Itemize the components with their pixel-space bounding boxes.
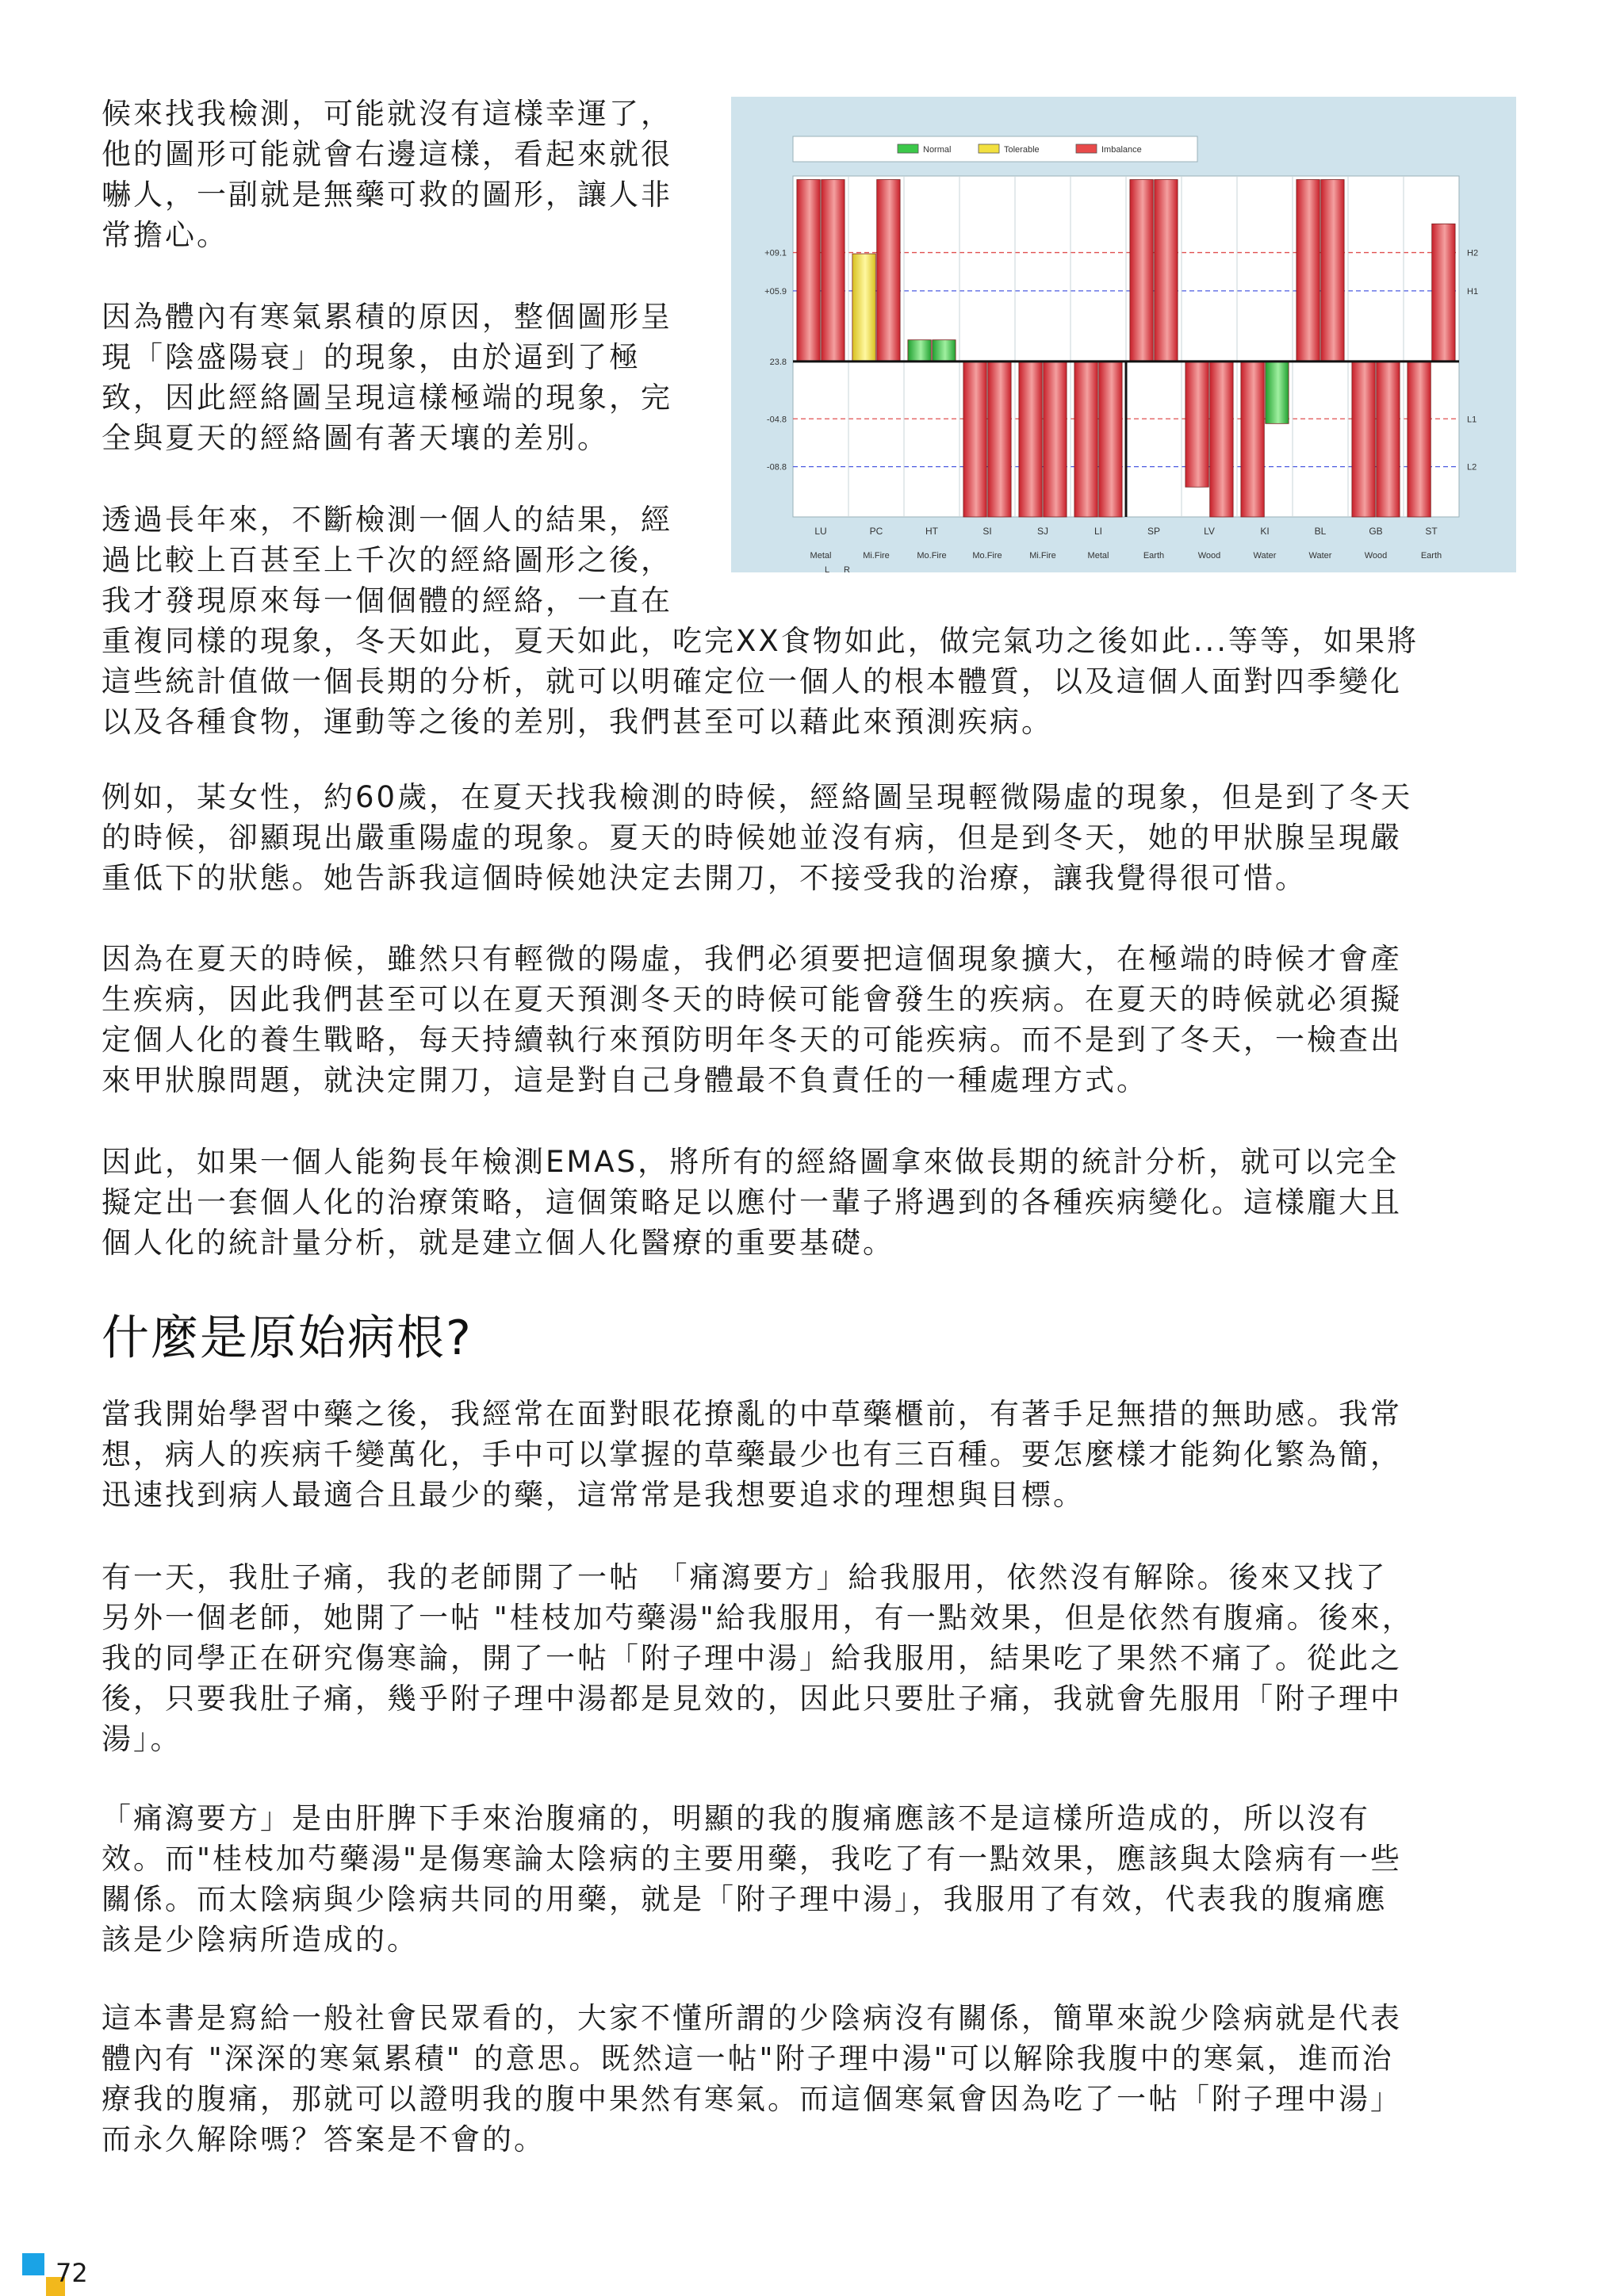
page-number: 72: [56, 2258, 88, 2288]
text-line: 致，因此經絡圖呈現這樣極端的現象，完: [102, 381, 672, 415]
group-label-si: SI: [982, 526, 992, 537]
group-label-ht: HT: [925, 526, 938, 537]
element-label-st: Earth: [1420, 551, 1442, 561]
section-paragraph-1: [102, 1394, 1529, 1515]
group-label-pc: PC: [869, 526, 883, 537]
text-line: 這本書是寫給一般社會民眾看的，大家不懂所謂的少陰病沒有關係，簡單來說少陰病就是代表: [102, 2001, 1402, 2035]
bar-ht-l: [908, 340, 931, 362]
text-line: 全與夏天的經絡圖有著天壤的差別。: [102, 421, 609, 455]
text-line: 過比較上百甚至上千次的經絡圖形之後，: [102, 543, 672, 577]
bar-sj-l: [1019, 362, 1042, 517]
text-line: 重低下的狀態。她告訴我這個時候她決定去開刀，不接受我的治療，讓我覺得很可惜。: [102, 861, 1307, 895]
element-label-lv: Wood: [1197, 551, 1221, 561]
bar-pc-l: [852, 254, 875, 362]
intro-paragraph-2: [102, 297, 736, 458]
text-line: 這些統計值做一個長期的分析，就可以明確定位一個人的根本體質，以及這個人面對四季變化: [102, 664, 1402, 698]
y-tick-label: -08.8: [766, 462, 787, 473]
section-paragraph-3: [102, 1798, 1529, 1960]
text-line: 該是少陰病所造成的。: [102, 1923, 419, 1957]
group-label-ki: KI: [1260, 526, 1270, 537]
text-line: 「痛瀉要方」是由肝脾下手來治腹痛的，明顯的我的腹痛應該不是這樣所造成的，所以沒有: [102, 1801, 1370, 1835]
bar-ki-l: [1241, 362, 1264, 517]
text-line: 重複同樣的現象，冬天如此，夏天如此，吃完XX食物如此，做完氣功之後如此...等等，如果將: [102, 624, 1419, 658]
text-line: 嚇人，一副就是無藥可救的圖形，讓人非: [102, 178, 672, 212]
group-label-st: ST: [1425, 526, 1438, 537]
element-label-bl: Water: [1308, 551, 1332, 561]
y-tick-label: +09.1: [764, 248, 787, 258]
text-line: 關係。而太陰病與少陰病共同的用藥，就是「附子理中湯」，我服用了有效，代表我的腹痛應: [102, 1882, 1388, 1916]
group-label-bl: BL: [1314, 526, 1327, 537]
text-line: 效。而"桂枝加芍藥湯"是傷寒論太陰病的主要用藥，我吃了有一點效果，應該與太陰病有一些: [102, 1842, 1403, 1876]
text-line: 候來找我檢測，可能就沒有這樣幸運了，: [102, 97, 672, 131]
side-label-right: R: [844, 565, 850, 572]
text-line: 後，只要我肚子痛，幾乎附子理中湯都是見效的，因此只要肚子痛，我就會先服用「附子理中: [102, 1682, 1402, 1716]
group-label-li: LI: [1094, 526, 1103, 537]
element-label-li: Metal: [1087, 551, 1109, 561]
side-label-left: L: [825, 565, 830, 572]
bar-si-l: [963, 362, 986, 517]
bar-sp-l: [1130, 180, 1153, 362]
text-line: 來甲狀腺問題，就決定開刀，這是對自己身體最不負責任的一種處理方式。: [102, 1063, 1148, 1097]
bar-st-l: [1408, 362, 1431, 517]
meridian-chart-svg: [731, 97, 1516, 572]
text-line: 個人化的統計量分析，就是建立個人化醫療的重要基礎。: [102, 1226, 894, 1260]
section-title: 什麼是原始病根?: [102, 1311, 473, 1366]
text-line: 以及各種食物，運動等之後的差別，我們甚至可以藉此來預測疾病。: [102, 705, 1053, 739]
text-line: 因為體內有寒氣累積的原因，整個圖形呈: [102, 300, 672, 334]
legend-swatch-normal: [898, 144, 918, 153]
text-line: 而永久解除嗎？答案是不會的。: [102, 2122, 546, 2156]
bar-bl-l: [1297, 180, 1320, 362]
text-line: 常擔心。: [102, 218, 228, 252]
element-label-pc: Mi.Fire: [863, 551, 890, 561]
element-label-ki: Water: [1253, 551, 1277, 561]
legend-swatch-tolerable: [979, 144, 999, 153]
bar-lu-l: [797, 180, 820, 362]
text-line: 擬定出一套個人化的治療策略，這個策略足以應付一輩子將遇到的各種疾病變化。這樣龐大且: [102, 1185, 1402, 1219]
page-marker-blue: [22, 2253, 44, 2275]
bar-gb-r: [1377, 362, 1400, 517]
group-label-gb: GB: [1369, 526, 1383, 537]
text-line: 我的同學正在研究傷寒論，開了一帖「附子理中湯」給我服用，結果吃了果然不痛了。從此之: [102, 1641, 1402, 1675]
text-line: 因為在夏天的時候，雖然只有輕微的陽虛，我們必須要把這個現象擴大，在極端的時候才會產: [102, 942, 1402, 976]
bar-sp-r: [1155, 180, 1178, 362]
text-line: 迅速找到病人最適合且最少的藥，這常常是我想要追求的理想與目標。: [102, 1478, 1085, 1512]
right-level-label: H2: [1467, 248, 1479, 258]
body-paragraph-3: [102, 1142, 1529, 1263]
text-line: 透過長年來，不斷檢測一個人的結果，經: [102, 503, 672, 537]
meridian-chart: [731, 97, 1516, 572]
text-line: 想，病人的疾病千變萬化，手中可以掌握的草藥最少也有三百種。要怎麼樣才能夠化繁為簡，: [102, 1437, 1402, 1471]
right-level-label: L2: [1467, 462, 1477, 473]
bar-sj-r: [1044, 362, 1067, 517]
bar-pc-r: [877, 180, 900, 362]
legend-label-tolerable: Tolerable: [1004, 145, 1040, 155]
bar-st-r: [1432, 224, 1455, 362]
y-tick-label: +05.9: [764, 286, 787, 297]
text-line: 例如，某女性，約60歲，在夏天找我檢測的時候，經絡圖呈現輕微陽虛的現象，但是到了冬天: [102, 780, 1413, 814]
bar-lv-r: [1210, 362, 1233, 517]
element-label-gb: Wood: [1364, 551, 1388, 561]
group-label-lu: LU: [814, 526, 827, 537]
text-line: 當我開始學習中藥之後，我經常在面對眼花撩亂的中草藥櫃前，有著手足無措的無助感。我常: [102, 1397, 1402, 1431]
bar-li-l: [1074, 362, 1097, 517]
element-label-si: Mo.Fire: [972, 551, 1002, 561]
legend-swatch-imbalance: [1076, 144, 1097, 153]
bar-gb-l: [1352, 362, 1375, 517]
text-line: 湯」。: [102, 1722, 182, 1756]
text-line: 定個人化的養生戰略，每天持續執行來預防明年冬天的可能疾病。而不是到了冬天，一檢查出: [102, 1023, 1402, 1057]
group-label-sp: SP: [1147, 526, 1161, 537]
text-line: 因此，如果一個人能夠長年檢測EMAS，將所有的經絡圖拿來做長期的統計分析，就可以完全: [102, 1145, 1400, 1179]
intro-paragraph-1: [102, 94, 736, 255]
text-line: 的時候，卻顯現出嚴重陽虛的現象。夏天的時候她並沒有病，但是到冬天，她的甲狀腺呈現嚴: [102, 821, 1402, 855]
legend-label-normal: Normal: [923, 145, 952, 155]
text-line: 我才發現原來每一個個體的經絡，一直在: [102, 584, 672, 618]
element-label-sj: Mi.Fire: [1029, 551, 1056, 561]
right-level-label: L1: [1467, 415, 1477, 425]
right-level-label: H1: [1467, 286, 1479, 297]
bar-ht-r: [933, 340, 956, 362]
body-paragraph-1: [102, 777, 1529, 898]
text-line: 生疾病，因此我們甚至可以在夏天預測冬天的時候可能會發生的疾病。在夏天的時候就必須擬: [102, 982, 1402, 1016]
legend-label-imbalance: Imbalance: [1101, 145, 1142, 155]
section-paragraph-2: [102, 1557, 1529, 1759]
text-line: 療我的腹痛，那就可以證明我的腹中果然有寒氣。而這個寒氣會因為吃了一帖「附子理中湯」: [102, 2082, 1402, 2116]
group-label-sj: SJ: [1036, 526, 1049, 537]
bar-ki-r: [1266, 362, 1289, 423]
bar-bl-r: [1321, 180, 1344, 362]
y-tick-label: 23.8: [769, 357, 787, 367]
element-label-sp: Earth: [1143, 551, 1165, 561]
bar-lv-l: [1185, 362, 1208, 487]
text-line: 體內有 "深深的寒氣累積" 的意思。既然這一帖"附子理中湯"可以解除我腹中的寒氣，進而治: [102, 2042, 1394, 2076]
y-tick-label: -04.8: [766, 415, 787, 425]
body-paragraph-2: [102, 939, 1529, 1100]
text-line: 有一天，我肚子痛，我的老師開了一帖 「痛瀉要方」給我服用，依然沒有解除。後來又找了: [102, 1560, 1388, 1594]
bar-li-r: [1099, 362, 1122, 517]
bar-lu-r: [822, 180, 845, 362]
group-label-lv: LV: [1204, 526, 1215, 537]
bar-si-r: [988, 362, 1011, 517]
text-line: 他的圖形可能就會右邊這樣，看起來就很: [102, 137, 672, 171]
text-line: 現「陰盛陽衰」的現象，由於逼到了極: [102, 340, 641, 374]
element-label-ht: Mo.Fire: [917, 551, 947, 561]
element-label-lu: Metal: [810, 551, 832, 561]
text-line: 另外一個老師，她開了一帖 "桂枝加芍藥湯"給我服用，有一點效果，但是依然有腹痛。後來，: [102, 1601, 1414, 1635]
section-paragraph-4: [102, 1998, 1529, 2160]
